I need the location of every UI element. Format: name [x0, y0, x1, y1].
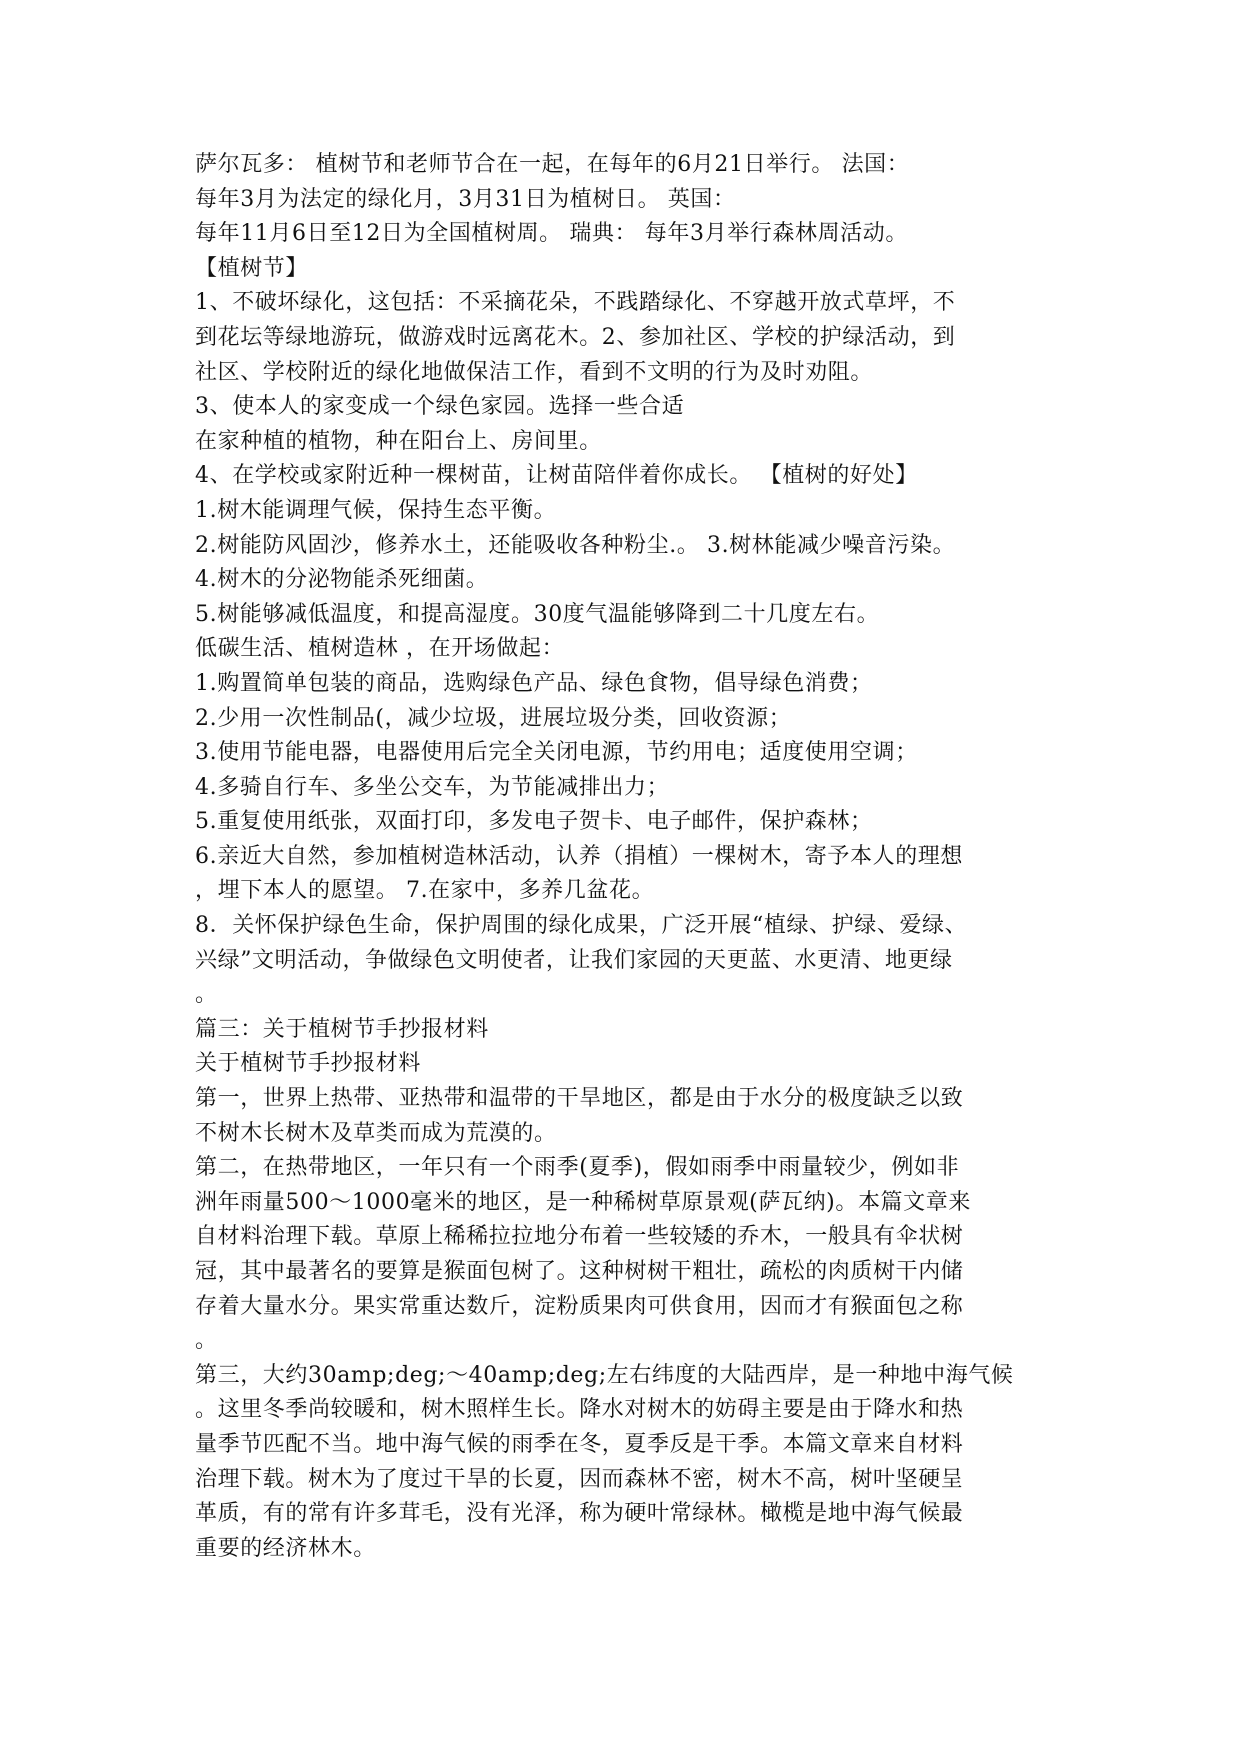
text-line: 。这里冬季尚较暖和，树木照样生长。降水对树木的妨碍主要是由于降水和热: [195, 1397, 964, 1423]
text-line: 第一，世界上热带、亚热带和温带的干旱地区，都是由于水分的极度缺乏以致: [195, 1086, 964, 1112]
text-line: 第二，在热带地区，一年只有一个雨季(夏季)，假如雨季中雨量较少，例如非: [195, 1155, 960, 1181]
text-line: 革质，有的常有许多茸毛，没有光泽，称为硬叶常绿林。橄榄是地中海气候最: [195, 1501, 964, 1527]
text-line: 3、使本人的家变成一个绿色家园。选择一些合适: [195, 394, 685, 420]
text-line: 。: [195, 982, 218, 1008]
text-line: 洲年雨量500～1000毫米的地区，是一种稀树草原景观(萨瓦纳)。本篇文章来: [195, 1189, 971, 1215]
text-line: 5.重复使用纸张，双面打印，多发电子贺卡、电子邮件，保护森林；: [195, 809, 873, 835]
text-line: 。: [195, 1328, 218, 1354]
text-line: 第三，大约30amp;deg;～40amp;deg;左右纬度的大陆西岸，是一种地中海气候: [195, 1362, 1014, 1388]
text-line: 1.购置简单包装的商品，选购绿色产品、绿色食物，倡导绿色消费；: [195, 670, 873, 696]
text-line: 3.使用节能电器，电器使用后完全关闭电源，节约用电；适度使用空调；: [195, 740, 918, 766]
text-line: 1.树木能调理气候，保持生态平衡。: [195, 497, 557, 523]
text-line: 不树木长树木及草类而成为荒漠的。: [195, 1120, 557, 1146]
text-line: 1、不破坏绿化，这包括：不采摘花朵，不践踏绿化、不穿越开放式草坪，不: [195, 290, 956, 316]
text-line: 冠，其中最著名的要算是猴面包树了。这种树树干粗壮，疏松的肉质树干内储: [195, 1259, 964, 1284]
text-line: 治理下载。树木为了度过干旱的长夏，因而森林不密，树木不高，树叶坚硬呈: [195, 1466, 964, 1492]
text-line: 4.多骑自行车、多坐公交车，为节能减排出力；: [195, 774, 670, 800]
text-line: 6.亲近大自然，参加植树造林活动，认养（捐植）一棵树木，寄予本人的理想: [195, 843, 963, 869]
text-line: 自材料治理下载。草原上稀稀拉拉地分布着一些较矮的乔木，一般具有伞状树: [195, 1224, 964, 1250]
text-line: 篇三：关于植树节手抄报材料: [195, 1016, 489, 1042]
text-line: 量季节匹配不当。地中海气候的雨季在冬，夏季反是干季。本篇文章来自材料: [195, 1431, 964, 1457]
text-line: 到花坛等绿地游玩，做游戏时远离花木。2、参加社区、学校的护绿活动，到: [195, 324, 956, 350]
text-line: 在家种植的植物，种在阳台上、房间里。: [195, 428, 602, 454]
text-line: 低碳生活、植树造林 ，在开场做起：: [195, 636, 565, 662]
text-line: 2.树能防风固沙，修养水土，还能吸收各种粉尘.。 3.树林能减少噪音污染。: [195, 532, 956, 558]
text-line: 每年11月6日至12日为全国植树周。 瑞典： 每年3月举行森林周活动。: [195, 221, 908, 247]
text-line: 萨尔瓦多： 植树节和老师节合在一起，在每年的6月21日举行。 法国：: [195, 152, 910, 177]
text-line: 5.树能够减低温度，和提高湿度。30度气温能够降到二十几度左右。: [195, 601, 880, 627]
text-line: 社区、学校附近的绿化地做保洁工作，看到不文明的行为及时劝阻。: [195, 359, 874, 385]
text-line: 每年3月为法定的绿化月，3月31日为植树日。 英国：: [195, 186, 736, 212]
text-line: 重要的经济林木。: [195, 1535, 376, 1561]
text-line: 关于植树节手抄报材料: [195, 1051, 422, 1077]
text-line: ，埋下本人的愿望。 7.在家中，多养几盆花。: [195, 878, 655, 904]
document-body: [195, 148, 1055, 1566]
text-line: 兴绿”文明活动，争做绿色文明使者，让我们家园的天更蓝、水更清、地更绿: [195, 947, 953, 973]
text-line: 4.树木的分泌物能杀死细菌。: [195, 567, 489, 593]
text-line: 存着大量水分。果实常重达数斤，淀粉质果肉可供食用，因而才有猴面包之称: [195, 1293, 964, 1319]
text-line: 4、在学校或家附近种一棵树苗，让树苗陪伴着你成长。 【植树的好处】: [195, 463, 918, 489]
text-line: 2.少用一次性制品(，减少垃圾，进展垃圾分类，回收资源；: [195, 705, 792, 731]
text-line: 8．关怀保护绿色生命，保护周围的绿化成果，广泛开展“植绿、护绿、爱绿、: [195, 913, 968, 939]
text-line: 【植树节】: [195, 255, 309, 281]
